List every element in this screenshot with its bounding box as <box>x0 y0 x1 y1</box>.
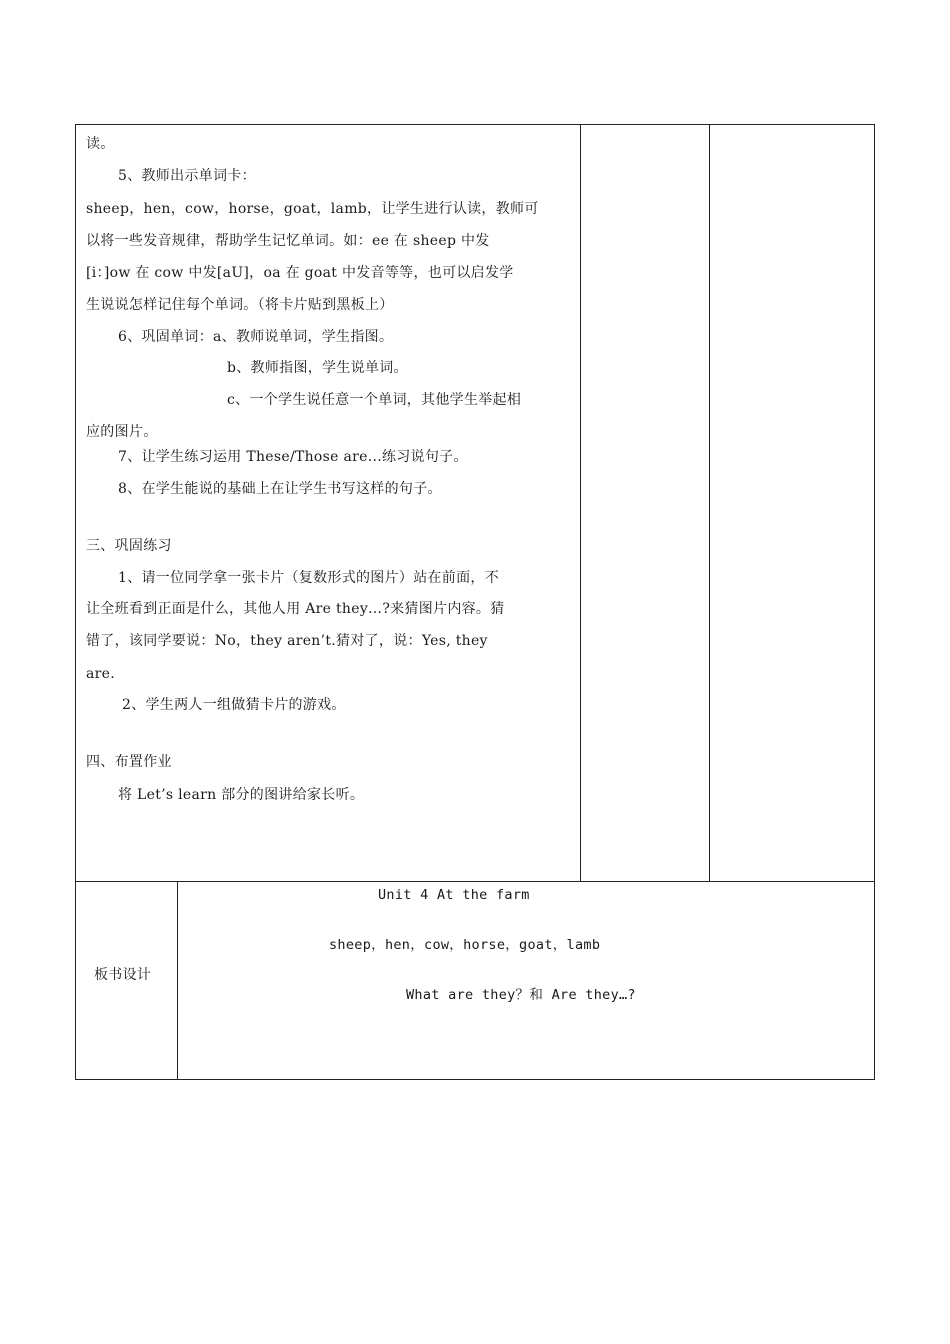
board-words: sheep，hen，cow，horse，goat，lamb <box>329 937 601 953</box>
text-line: 8、在学生能说的基础上在让学生书写这样的句子。 <box>118 481 442 497</box>
text-line: 让全班看到正面是什么，其他人用 Are they…?来猜图片内容。猜 <box>86 601 505 617</box>
text-line: sheep，hen，cow，horse，goat，lamb，让学生进行认读，教师可 <box>86 201 539 217</box>
column-divider-1 <box>580 124 581 881</box>
column-divider-2 <box>709 124 710 881</box>
text-line: 5、教师出示单词卡： <box>118 168 256 184</box>
section-heading: 四、布置作业 <box>86 754 172 770</box>
text-line: 读。 <box>86 136 115 152</box>
text-line: [i：]ow 在 cow 中发[aU]，oa 在 goat 中发音等等，也可以启发学 <box>86 265 514 281</box>
text-line: 以将一些发音规律，帮助学生记忆单词。如：ee 在 sheep 中发 <box>86 233 490 249</box>
text-line: 7、让学生练习运用 These/Those are...练习说句子。 <box>118 449 468 465</box>
text-line: 将 Let’s learn 部分的图讲给家长听。 <box>118 787 365 803</box>
text-line: c、一个学生说任意一个单词，其他学生举起相 <box>227 392 522 408</box>
text-line: 应的图片。 <box>86 424 158 440</box>
text-line: 2、学生两人一组做猜卡片的游戏。 <box>122 697 346 713</box>
text-line: b、教师指图，学生说单词。 <box>227 360 408 376</box>
row-divider <box>75 881 875 882</box>
text-line: 1、请一位同学拿一张卡片（复数形式的图片）站在前面，不 <box>118 570 500 586</box>
text-line: 6、巩固单词：a、教师说单词，学生指图。 <box>118 329 394 345</box>
board-design-label: 板书设计 <box>94 967 152 983</box>
board-title: Unit 4 At the farm <box>378 887 530 903</box>
text-line: 生说说怎样记住每个单词。（将卡片贴到黑板上） <box>86 297 394 313</box>
board-sentence: What are they？和 Are they…? <box>406 987 636 1003</box>
text-line: are. <box>86 666 115 682</box>
section-heading: 三、巩固练习 <box>86 538 172 554</box>
text-line: 错了，该同学要说：No，they aren’t.猜对了，说：Yes, they <box>86 633 488 649</box>
board-label-divider <box>177 881 178 1080</box>
